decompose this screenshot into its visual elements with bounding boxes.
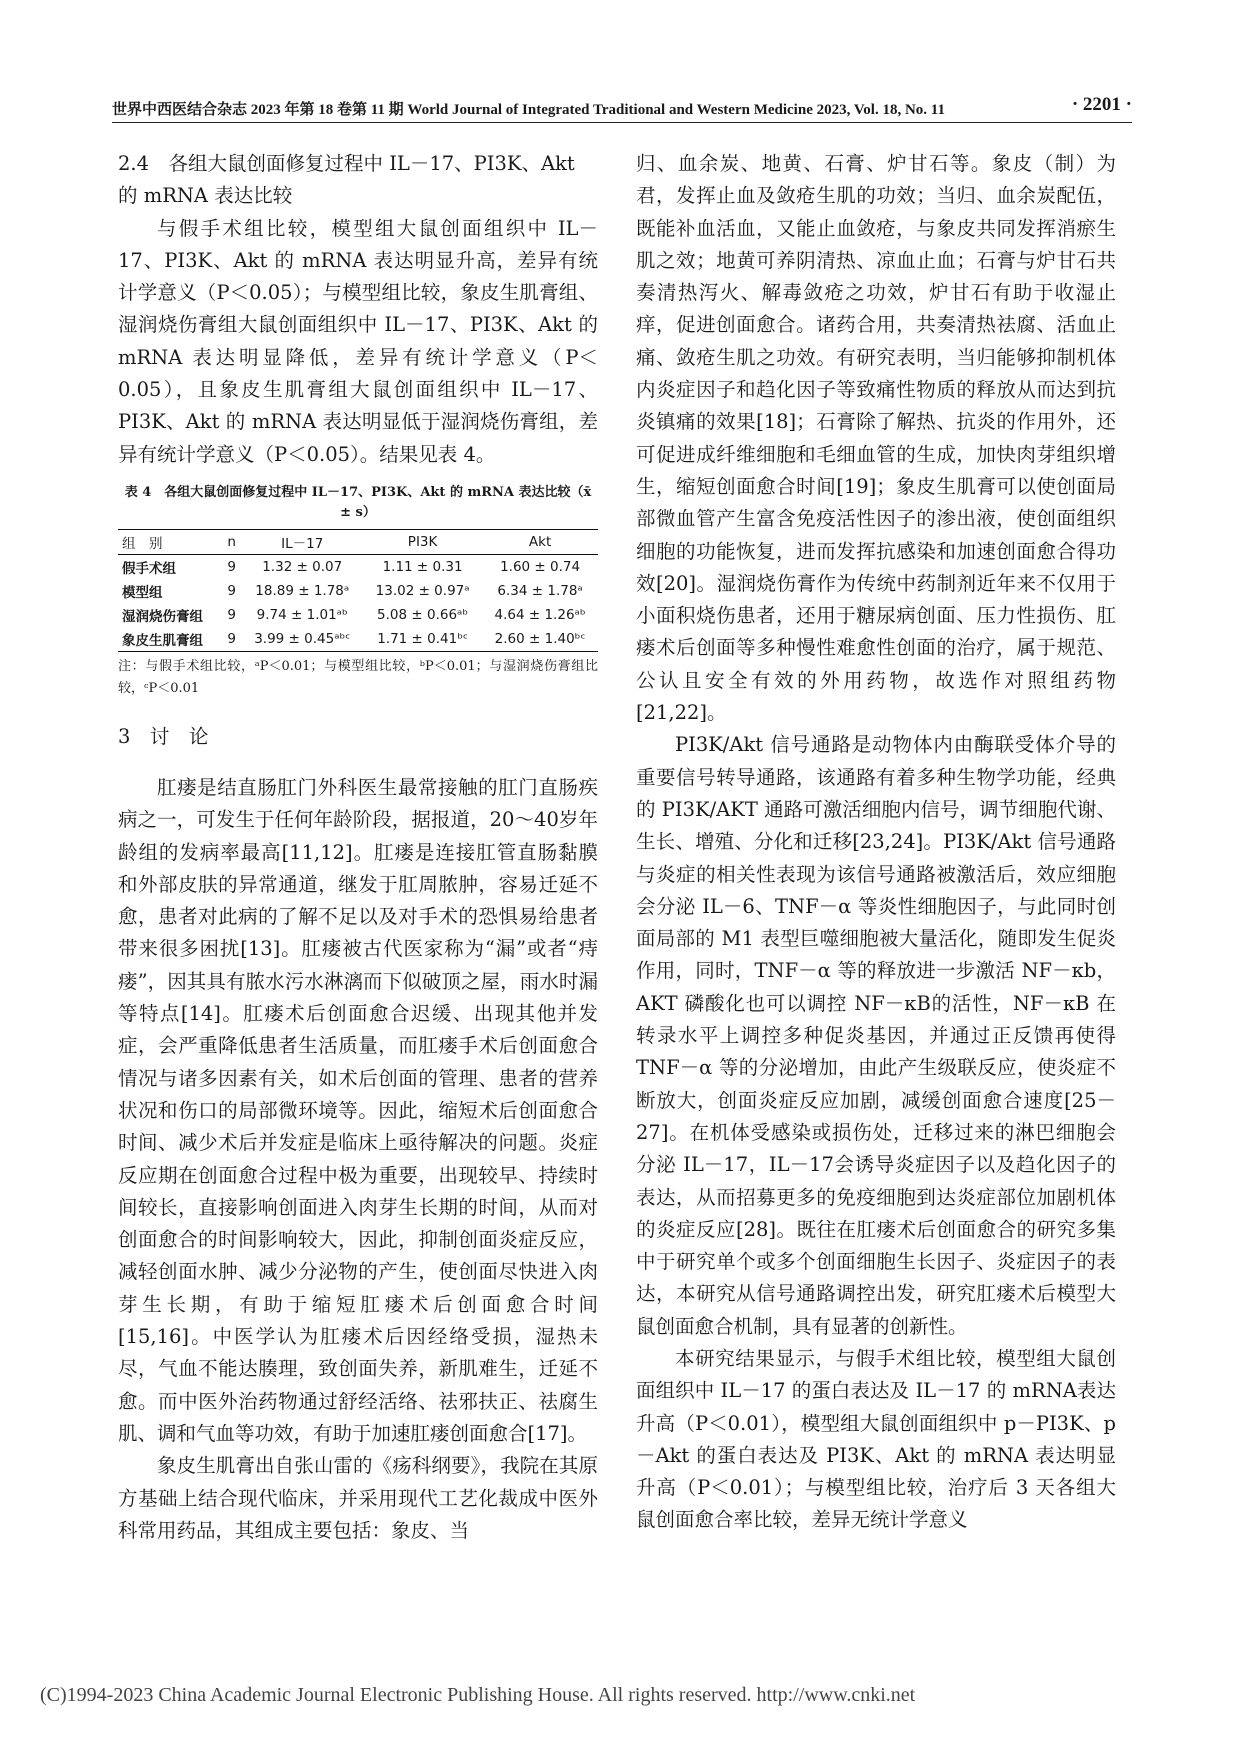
left-column — [118, 148, 598, 1547]
cell-akt: 6.34 ± 1.78ᵃ — [497, 582, 583, 599]
copyright-footer: (C)1994-2023 China Academic Journal Electronic Publishing House. All rights reserved. http://www.cnki.net — [40, 1684, 916, 1706]
table-4 — [118, 529, 598, 652]
page-number: · 2201 · — [1071, 94, 1132, 115]
cell-group: 象皮生肌膏组 — [122, 632, 203, 649]
cell-n: 9 — [227, 630, 236, 647]
right-column — [636, 148, 1116, 1537]
col-header-n: n — [227, 533, 236, 550]
cell-il17: 1.32 ± 0.07 — [262, 558, 343, 575]
cell-n: 9 — [227, 606, 236, 623]
section-2-4-heading: 2.4 各组大鼠创面修复过程中 IL－17、PI3K、Akt 的 mRNA 表达比较 — [118, 152, 575, 208]
cell-group: 假手术组 — [122, 560, 176, 577]
cell-group: 模型组 — [122, 584, 163, 601]
cell-akt: 4.64 ± 1.26ᵃᵇ — [494, 606, 586, 623]
running-header — [112, 94, 1132, 123]
table-row — [118, 579, 598, 603]
cell-il17: 3.99 ± 0.45ᵃᵇᶜ — [254, 630, 351, 647]
discussion-paragraph-2-continued: 归、血余炭、地黄、石膏、炉甘石等。象皮（制）为君，发挥止血及敛疮生肌的功效；当归、血余炭配伍，既能补血活血，又能止血敛疮，与象皮共同发挥消瘀生肌之效；地黄可养阴清热、凉血止血；石膏与炉甘石共奏清热泻火、解毒敛疮之功效，炉甘石有助于收湿止痒，促进创面愈合。诸药合用，共奏清热祛腐、活血止痛、敛疮生肌之功效。有研究表明，当归能够抑制机体内炎症因子和趋化因子等致痛性物质的释放从而达到抗炎镇痛的效果[18]；石膏除了解热、抗炎的作用外，还可促进成纤维细胞和毛细血管的生成，加快肉芽组织增生，缩短创面愈合时间[19]；象皮生肌膏可以使创面局部微血管产生富含免疫活性因子的渗出液，使创面组织细胞的功能恢复，进而发挥抗感染和加速创面愈合得功效[20]。湿润烧伤膏作为传统中药制剂近年来不仅用于小面积烧伤患者，还用于糖尿病创面、压力性损伤、肛瘘术后创面等多种慢性难愈性创面的治疗，属于规范、公认且安全有效的外用药物，故选作对照组药物[21,22]。 — [636, 152, 1116, 725]
discussion-paragraph-3: PI3K/Akt 信号通路是动物体内由酶联受体介导的重要信号转导通路，该通路有着多种生物学功能，经典的 PI3K/AKT 通路可激活细胞内信号，调节细胞代谢、生长、增殖、分化和迁移[23,24]。PI3K/Akt 信号通路与炎症的相关性表现为该信号通路被激活后，效应细胞会分泌 IL－6、TNF－α 等炎性细胞因子，与此同时创面局部的 M1 表型巨噬细胞被大量活化，随即发生促炎作用，同时，TNF－α 等的释放进一步激活 NF－κb，AKT 磷酸化也可以调控 NF－κB的活性，NF－κB 在转录水平上调控多种促炎基因，并通过正反馈再使得 TNF－α 等的分泌增加，由此产生级联反应，使炎症不断放大，创面炎症反应加剧，减缓创面愈合速度[25－27]。在机体受感染或损伤处，迁移过来的淋巴细胞会分泌 IL－17，IL－17会诱导炎症因子以及趋化因子的表达，从而招募更多的免疫细胞到达炎症部位加剧机体的炎症反应[28]。既往在肛瘘术后创面愈合的研究多集中于研究单个或多个创面细胞生长因子、炎症因子的表达，本研究从信号通路调控出发，研究肛瘘术后模型大鼠创面愈合机制，具有显著的创新性。 — [636, 733, 1116, 1338]
table-4-note: 注：与假手术组比较，ᵃP＜0.01；与模型组比较，ᵇP＜0.01；与湿润烧伤膏组比较，ᶜP＜0.01 — [118, 658, 598, 696]
cell-pi3k: 13.02 ± 0.97ᵃ — [375, 582, 470, 599]
table-4-title: 表 4 各组大鼠创面修复过程中 IL－17、PI3K、Akt 的 mRNA 表达比较（x̄ ± s） — [124, 484, 592, 520]
cell-akt: 1.60 ± 0.74 — [500, 558, 581, 575]
cell-pi3k: 1.11 ± 0.31 — [382, 558, 463, 575]
cell-n: 9 — [227, 582, 236, 599]
discussion-paragraph-4: 本研究结果显示，与假手术组比较，模型组大鼠创面组织中 IL－17 的蛋白表达及 IL－17 的 mRNA表达升高（P＜0.01），模型组大鼠创面组织中 p－PI3K、p－Akt 的蛋白表达及 PI3K、Akt 的 mRNA 表达明显升高（P＜0.01）；与模型组比较，治疗后 3 天各组大鼠创面愈合率比较，差异无统计学意义 — [636, 1346, 1116, 1532]
section-3-heading: 3 讨 论 — [118, 724, 209, 748]
section-2-4-body: 与假手术组比较，模型组大鼠创面组织中 IL－17、PI3K、Akt 的 mRNA 表达明显升高，差异有统计学意义（P＜0.05）；与模型组比较，象皮生肌膏组、湿润烧伤膏组大鼠创面组织中 IL－17、PI3K、Akt 的 mRNA 表达明显降低，差异有统计学意义（P＜0.05），且象皮生肌膏组大鼠创面组织中 IL－17、PI3K、Akt 的 mRNA 表达明显低于湿润烧伤膏组，差异有统计学意义（P＜0.05）。结果见表 4。 — [118, 216, 598, 466]
cell-il17: 9.74 ± 1.01ᵃᵇ — [256, 606, 348, 623]
col-header-pi3k: PI3K — [407, 533, 438, 550]
cell-n: 9 — [227, 558, 236, 575]
table-row — [118, 554, 598, 579]
discussion-paragraph-2: 象皮生肌膏出自张山雷的《疡科纲要》，我院在其原方基础上结合现代临床，并采用现代工艺化裁成中医外科常用药品，其组成主要包括：象皮、当 — [118, 1454, 598, 1542]
col-header-akt: Akt — [528, 533, 552, 550]
col-header-il17: IL－17 — [281, 535, 324, 552]
cell-il17: 18.89 ± 1.78ᵃ — [255, 582, 350, 599]
table-row — [118, 603, 598, 627]
cell-group: 湿润烧伤膏组 — [122, 608, 203, 625]
journal-citation: 世界中西医结合杂志 2023 年第 18 卷第 11 期 World Journal of Integrated Traditional and Western Medicine 2023, Vol. 18, No. 11 — [112, 102, 945, 118]
col-header-group: 组 别 — [122, 535, 163, 552]
cell-pi3k: 1.71 ± 0.41ᵇᶜ — [377, 630, 468, 647]
table-row — [118, 627, 598, 652]
cell-pi3k: 5.08 ± 0.66ᵃᵇ — [377, 606, 469, 623]
discussion-paragraph-1: 肛瘘是结直肠肛门外科医生最常接触的肛门直肠疾病之一，可发生于任何年龄阶段，据报道，20～40岁年龄组的发病率最高[11,12]。肛瘘是连接肛管直肠黏膜和外部皮肤的异常通道，继发于肛周脓肿，容易迁延不愈，患者对此病的了解不足以及对手术的恐惧易给患者带来很多困扰[13]。肛瘘被古代医家称为“漏”或者“痔瘘”，因其具有脓水污水淋漓而下似破顶之屋，雨水时漏等特点[14]。肛瘘术后创面愈合迟缓、出现其他并发症，会严重降低患者生活质量，而肛瘘手术后创面愈合情况与诸多因素有关，如术后创面的管理、患者的营养状况和伤口的局部微环境等。因此，缩短术后创面愈合时间、减少术后并发症是临床上亟待解决的问题。炎症反应期在创面愈合过程中极为重要，出现较早、持续时间较长，直接影响创面进入肉芽生长期的时间，从而对创面愈合的时间影响较大，因此，抑制创面炎症反应，减轻创面水肿、减少分泌物的产生，使创面尽快进入肉芽生长期，有助于缩短肛瘘术后创面愈合时间[15,16]。中医学认为肛瘘术后因经络受损，湿热未尽，气血不能达腠理，致创面失养，新肌难生，迁延不愈。而中医外治药物通过舒经活络、祛邪扶正、祛腐生肌、调和气血等功效，有助于加速肛瘘创面愈合[17]。 — [118, 775, 598, 1445]
cell-akt: 2.60 ± 1.40ᵇᶜ — [494, 630, 586, 647]
table-header-row — [118, 529, 598, 554]
